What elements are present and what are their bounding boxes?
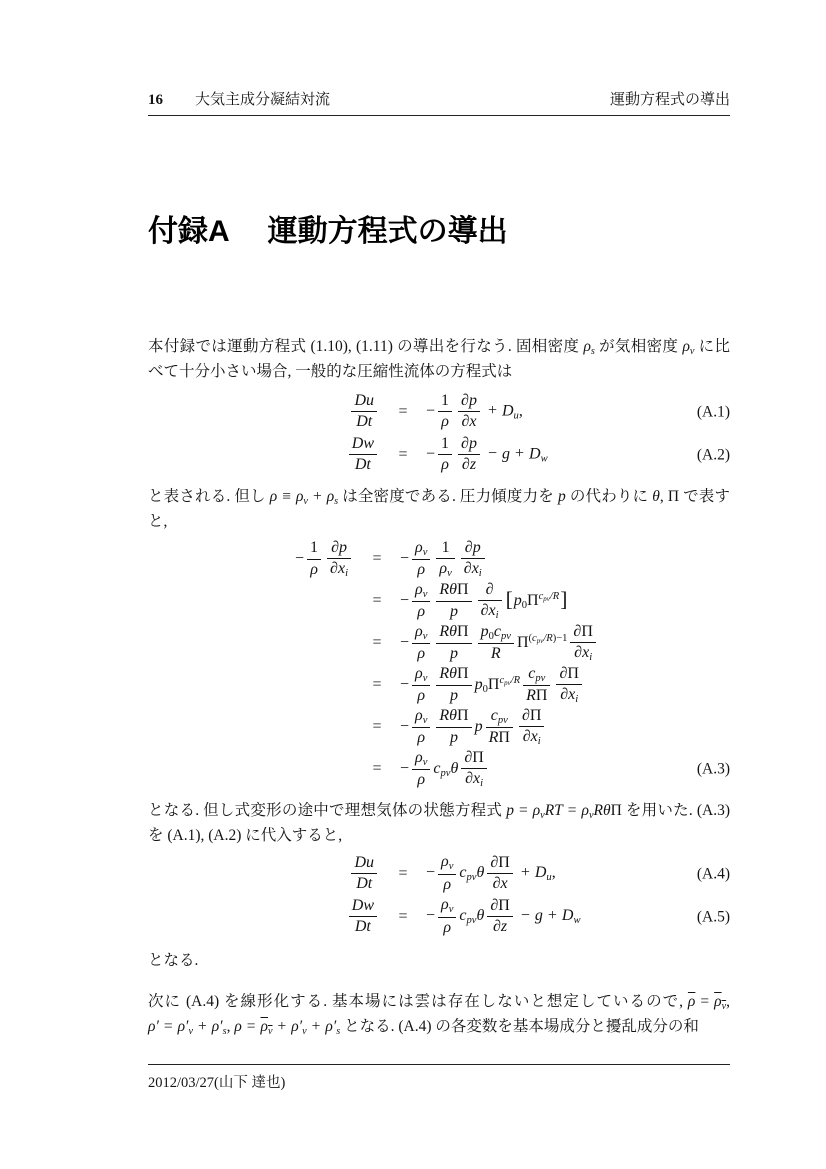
page-body [148,334,730,1039]
equation-row: = − $\frac{\rho v}{\rho}$ $\frac{\text{RθΠ}}{p}$ $\frac{\text{p0cpv}}{R}$ $\Pi^{(cpv/R)-1}$ $\frac{\partial\Pi}{\partial xi}$ [148,622,730,664]
page-header [148,88,730,116]
paragraph-intro: 本付録では運動方程式 (1.10), (1.11) の導出を行なう. 固相密度 ρs が気相密度 ρv に比べて十分小さい場合, 一般的な圧縮性流体の方程式は [148,338,730,380]
equation-row: $\frac{Dw}{Dt}$ = − $\frac{\rho v}{\rho}$ cpvθ $\frac{\partial\Pi}{\partial z}$ − g + Dw (A.5) [148,895,730,938]
equation-tag: (A.5) [696,907,730,925]
equation-tag: (A.1) [696,402,730,420]
header-right-title: 運動方程式の導出 [609,92,730,108]
chapter-title: 運動方程式の導出 [267,215,508,248]
equation-tag: (A.2) [696,445,730,463]
chapter-label: 付録A [148,215,230,248]
equation-row: = − $\frac{\rho v}{\rho}$ $\frac{\text{RθΠ}}{p}$ $\frac{\partial}{\partial xi}$ $[p0\Pi^{cpv/R}]$ [372,580,568,621]
equation-tag: (A.4) [696,864,730,882]
equation-block-a1-a2 [148,390,730,476]
paragraph-density-definition: と表される. 但し ρ ≡ ρv + ρs は全密度である. 圧力傾度力を p の代わりに θ, Π で表すと, [148,488,730,530]
equation-row: − $\frac{1}{\rho}$ $\frac{\partial p}{\partial xi}$ = − $\frac{\rho v}{\rho}$ $\frac{1}{\rho v}$ $\frac{\partial p}{\partial xi}$ [148,538,730,580]
equation-row: = − $\frac{\rho v}{\rho}$ $\frac{\text{RθΠ}}{p}$ p $\frac{\text{cpv}}{R\Pi}$ $\frac{\partial\Pi}{\partial xi}$ [148,706,730,748]
equation-row: $\frac{Du}{Dt}$ = − $\frac{\rho v}{\rho}$ cpvθ $\frac{\partial\Pi}{\partial x}$ + Du, (A.4) [148,852,730,895]
page-number: 16 [148,92,163,108]
header-left-title: 大気主成分凝結対流 [195,92,331,108]
paragraph-linearization: 次に (A.4) を線形化する. 基本場には雲は存在しないと想定しているので, $\overline{\rho} = \rho v$, ρ′ = ρ′v + ρ′s, ρ = ρv + ρ′v + ρ′s となる. (A.4) の各変数を基本場成分と擾乱成分の和 [148,993,730,1037]
paragraph-state-equation: となる. 但し式変形の途中で理想気体の状態方程式 p = ρvRT = ρvRθΠ を用いた. (A.3) を (A.1), (A.2) に代入すると, [148,802,730,844]
chapter-heading [148,206,730,250]
equation-block-a4-a5 [148,852,730,938]
paragraph-tonaru: となる. [148,952,199,969]
equation-row: $\frac{Du}{Dt}$ = − $\frac{1}{\rho}$ $\frac{\partial p}{\partial x}$ + Du, (A.1) [148,390,730,433]
equation-tag: (A.3) [696,760,730,778]
equation-row: = − $\frac{\rho v}{\rho}$ cpvθ $\frac{\partial\Pi}{\partial xi}$ (A.3) [372,748,730,789]
footer-date-author: 2012/03/27(山下 達也) [148,1075,286,1091]
page-footer [148,1064,730,1092]
equation-row: $\frac{Dw}{Dt}$ = − $\frac{1}{\rho}$ $\frac{\partial p}{\partial z}$ − g + Dw (A.2) [148,433,730,476]
equation-row: = − $\frac{\rho v}{\rho}$ $\frac{\text{RθΠ}}{p}$ $p0\Pi^{cpv/R}$ $\frac{\text{cpv}}{R\Pi}$ $\frac{\partial\Pi}{\partial xi}$ [148,664,730,706]
equation-derivation-a3 [148,538,730,790]
